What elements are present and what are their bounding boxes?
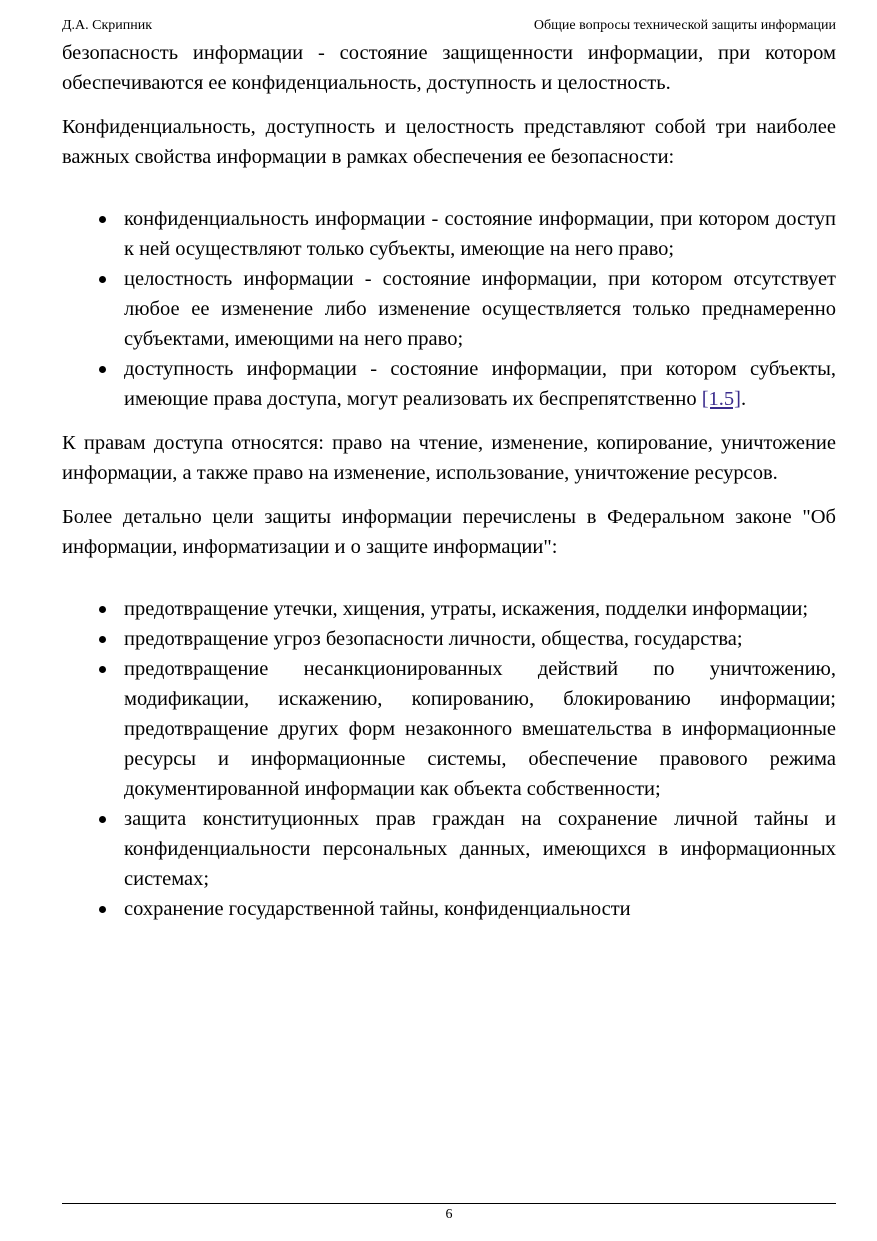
bullet-icon [99, 216, 106, 223]
list-item-text: доступность информации - состояние информации, при котором субъекты, имеющие права доступа, могут реализовать их беспрепятственно [124, 358, 836, 410]
bullet-icon [99, 366, 106, 373]
footer-divider [62, 1203, 836, 1204]
bullet-icon [99, 906, 106, 913]
list-item [62, 804, 836, 894]
list-item-text: защита конституционных прав граждан на сохранение личной тайны и конфиденциальности персональных данных, имеющихся в информационных системах; [124, 808, 836, 890]
header-title: Общие вопросы технической защиты информации [533, 18, 836, 33]
paragraph-security-definition: безопасность информации - состояние защищенности информации, при котором обеспечиваются ее конфиденциальность, доступность и целостность. [62, 42, 836, 94]
paragraph-three-properties: Конфиденциальность, доступность и целостность представляют собой три наиболее важных свойства информации в рамках обеспечения ее безопасности: [62, 116, 836, 168]
list-item [62, 354, 836, 414]
header-author: Д.А. Скрипник [62, 18, 153, 33]
reference-link[interactable]: [1.5] [701, 388, 741, 410]
page-number: 6 [445, 1207, 453, 1222]
list-item-text: предотвращение утечки, хищения, утраты, искажения, подделки информации; [124, 598, 809, 620]
list-item [62, 594, 836, 624]
list-item [62, 894, 836, 924]
bullet-icon [99, 606, 106, 613]
page-content [62, 38, 836, 1196]
bullet-icon [99, 666, 106, 673]
running-header [62, 16, 836, 36]
list-item [62, 654, 836, 804]
paragraph-federal-law: Более детально цели защиты информации перечислены в Федеральном законе "Об информации, информатизации и о защите информации": [62, 506, 836, 558]
list-item-text: конфиденциальность информации - состояние информации, при котором доступ к ней осуществляют только субъекты, имеющие на него право; [124, 208, 836, 260]
list-item-text: предотвращение несанкционированных действий по уничтожению, модификации, искажению, копированию, блокированию информации; предотвращение других форм незаконного вмешательства в информационные ресурсы и информационные системы, обеспечение правового режима документированной информации как объекта собственности; [124, 658, 836, 800]
list-item [62, 624, 836, 654]
list-item-text: целостность информации - состояние информации, при котором отсутствует любое ее изменение либо изменение осуществляется только преднамеренно субъектами, имеющими на него право; [124, 268, 836, 350]
list-item-end: . [740, 388, 747, 410]
list-item [62, 204, 836, 264]
properties-list [62, 186, 836, 414]
paragraph-access-rights: К правам доступа относятся: право на чтение, изменение, копирование, уничтожение информации, а также право на изменение, использование, уничтожение ресурсов. [62, 432, 836, 484]
list-item [62, 264, 836, 354]
protection-goals-list [62, 576, 836, 924]
list-item-text: предотвращение угроз безопасности личности, общества, государства; [124, 628, 743, 650]
bullet-icon [99, 816, 106, 823]
bullet-icon [99, 636, 106, 643]
list-item-text: сохранение государственной тайны, конфиденциальности [124, 898, 631, 920]
bullet-icon [99, 276, 106, 283]
